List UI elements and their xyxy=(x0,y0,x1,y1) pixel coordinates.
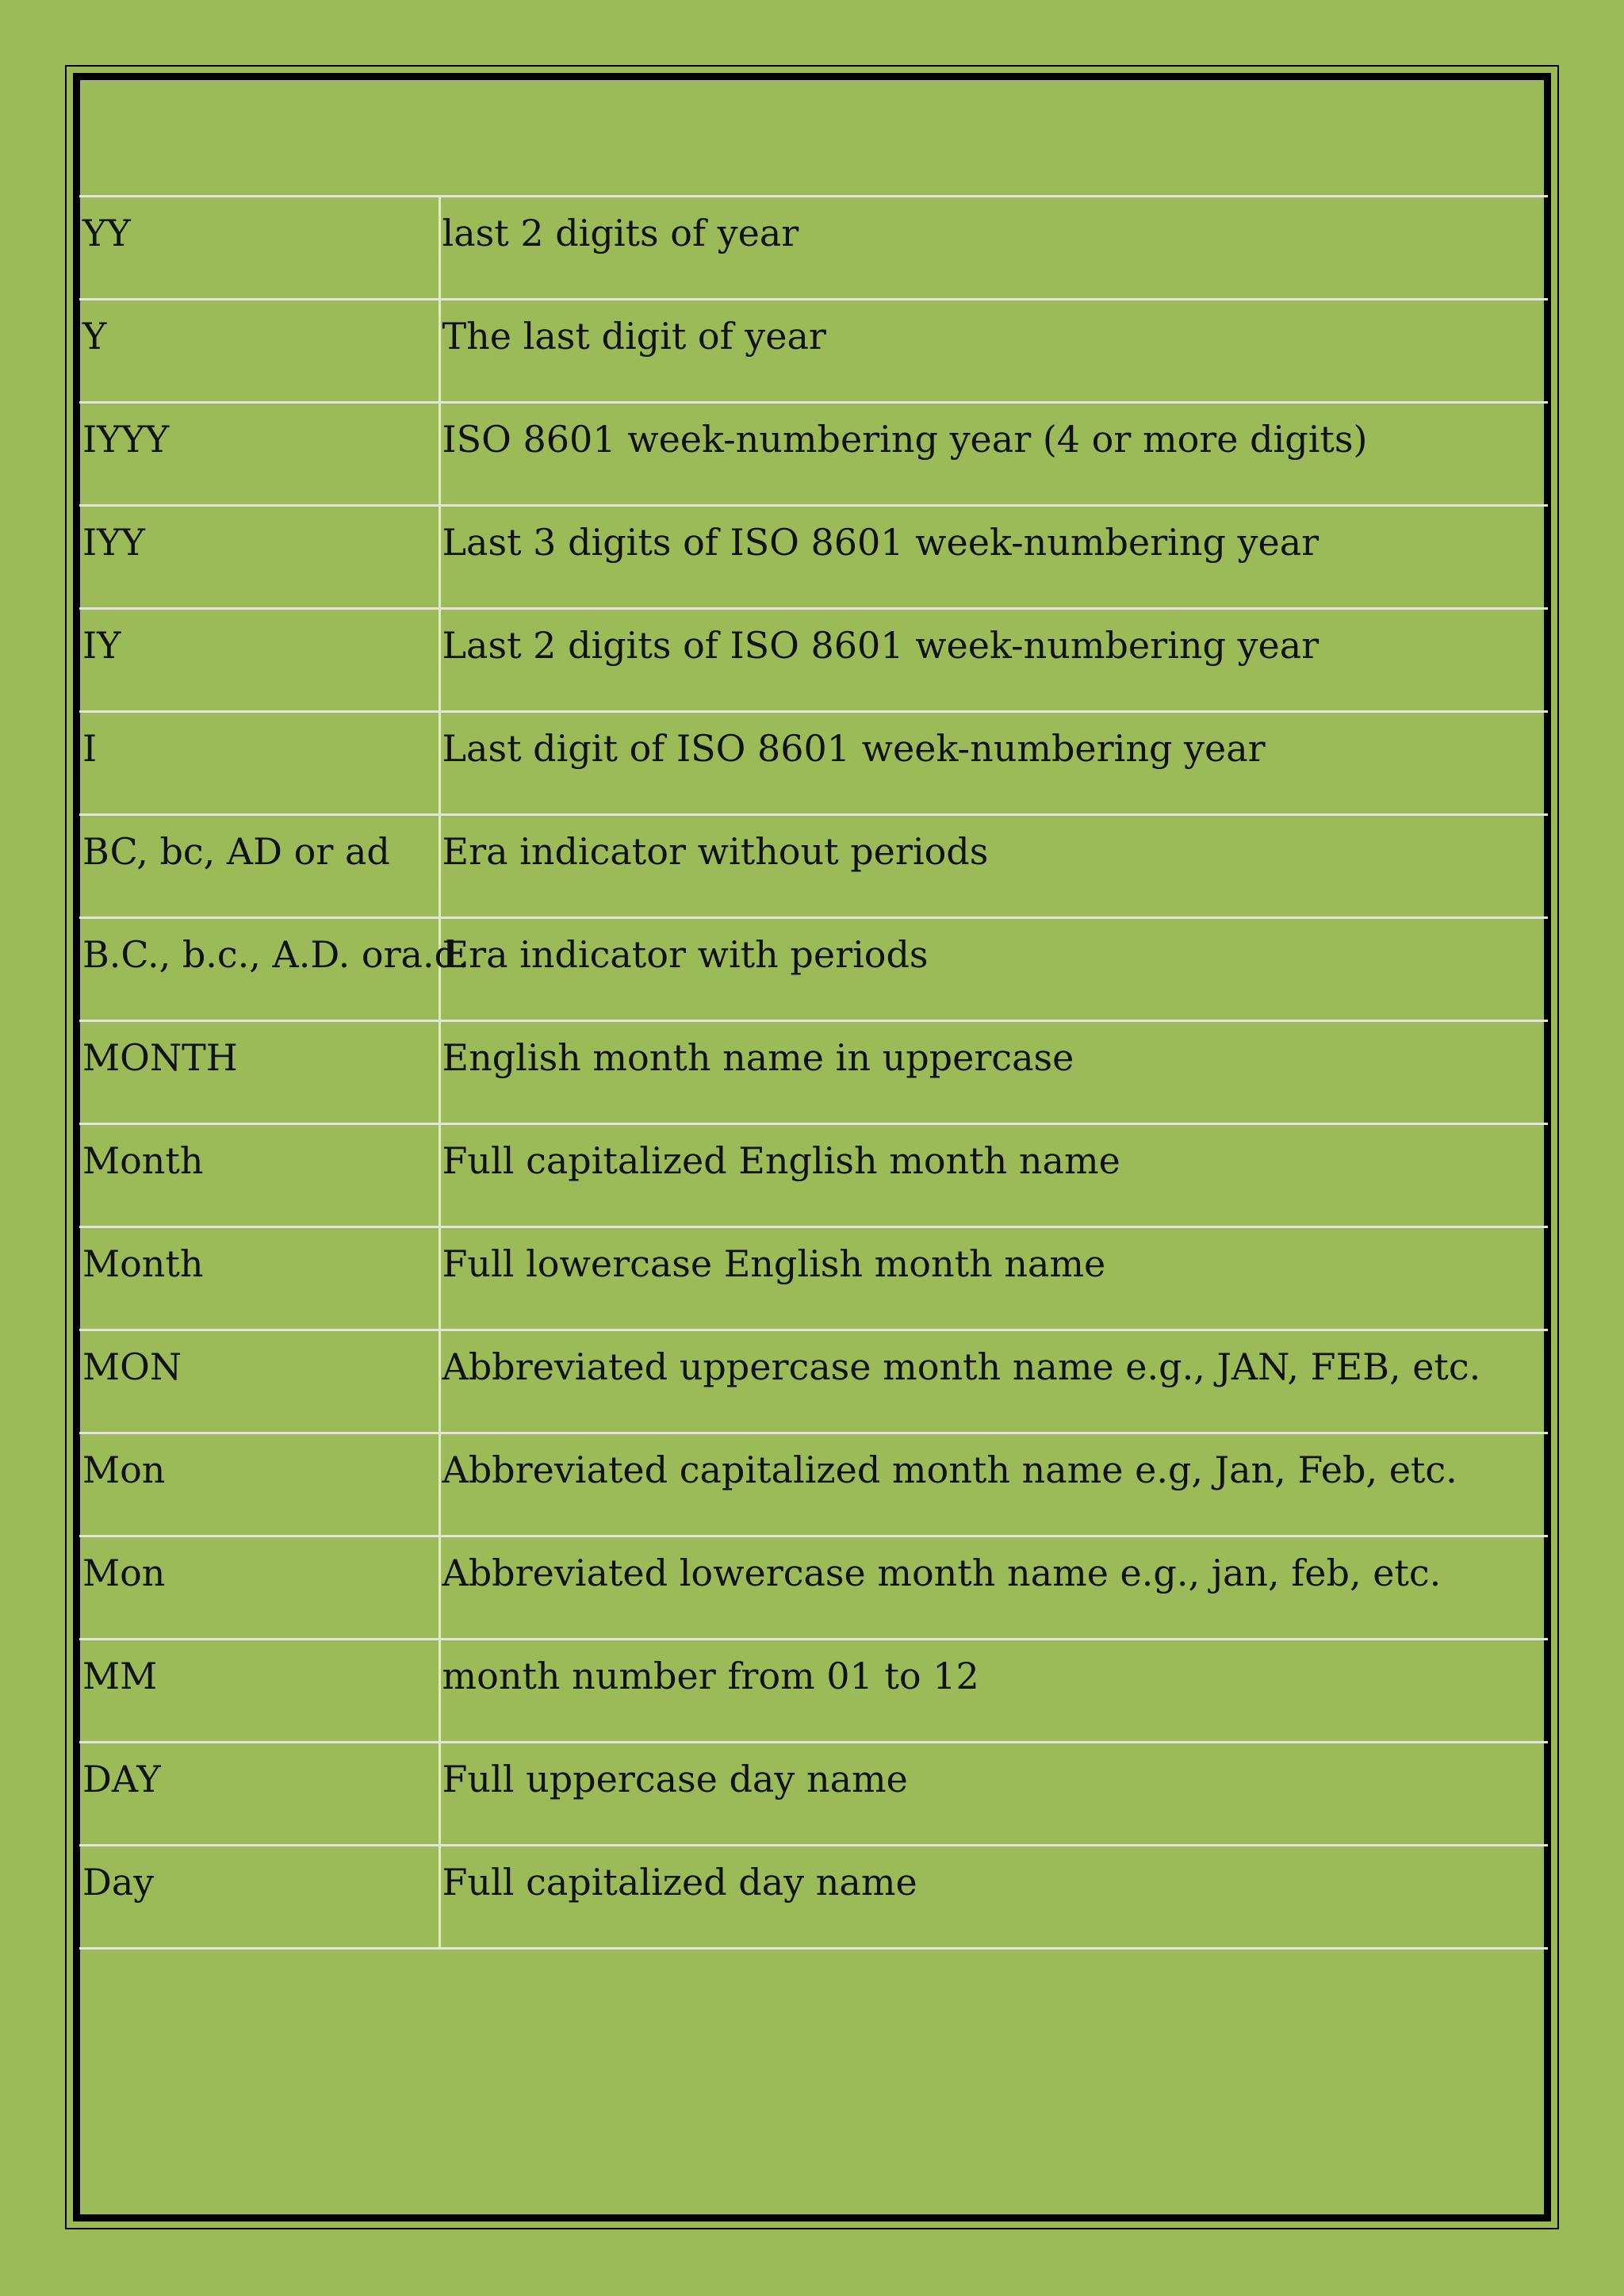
format-pattern-cell: Mon xyxy=(79,1536,439,1640)
table-row xyxy=(79,1640,1548,1743)
table-row xyxy=(79,1330,1548,1433)
format-description-cell: Abbreviated uppercase month name e.g., JAN, FEB, etc. xyxy=(439,1330,1548,1433)
format-description-cell: Full lowercase English month name xyxy=(439,1227,1548,1330)
table-row xyxy=(79,403,1548,506)
table-row xyxy=(79,1536,1548,1640)
format-description-cell: Full capitalized day name xyxy=(439,1846,1548,1949)
format-pattern-cell: DAY xyxy=(79,1743,439,1846)
format-pattern-cell: IYY xyxy=(79,506,439,609)
format-pattern-cell: B.C., b.c., A.D. ora.d. xyxy=(79,918,439,1021)
table-row xyxy=(79,1846,1548,1949)
table-row xyxy=(79,918,1548,1021)
table-row xyxy=(79,506,1548,609)
format-pattern-cell: Month xyxy=(79,1227,439,1330)
format-pattern-cell: Day xyxy=(79,1846,439,1949)
format-description-cell: Era indicator with periods xyxy=(439,918,1548,1021)
format-pattern-cell: IYYY xyxy=(79,403,439,506)
format-pattern-cell: YY xyxy=(79,197,439,300)
format-pattern-cell: I xyxy=(79,712,439,815)
format-pattern-cell: Y xyxy=(79,300,439,403)
table-row xyxy=(79,609,1548,712)
format-description-cell: Era indicator without periods xyxy=(439,815,1548,918)
format-pattern-cell: MON xyxy=(79,1330,439,1433)
format-description-cell: Full uppercase day name xyxy=(439,1743,1548,1846)
format-pattern-cell: BC, bc, AD or ad xyxy=(79,815,439,918)
table-row xyxy=(79,1021,1548,1124)
table-row xyxy=(79,1743,1548,1846)
table-row xyxy=(79,1433,1548,1536)
format-description-cell: Abbreviated lowercase month name e.g., jan, feb, etc. xyxy=(439,1536,1548,1640)
format-description-cell: Last digit of ISO 8601 week-numbering year xyxy=(439,712,1548,815)
format-description-cell: last 2 digits of year xyxy=(439,197,1548,300)
format-pattern-cell: IY xyxy=(79,609,439,712)
table-row xyxy=(79,815,1548,918)
format-description-cell: Last 2 digits of ISO 8601 week-numbering year xyxy=(439,609,1548,712)
table-row xyxy=(79,712,1548,815)
format-description-cell: Full capitalized English month name xyxy=(439,1124,1548,1227)
format-description-cell: English month name in uppercase xyxy=(439,1021,1548,1124)
format-pattern-cell: Month xyxy=(79,1124,439,1227)
format-description-cell: ISO 8601 week-numbering year (4 or more digits) xyxy=(439,403,1548,506)
table-row xyxy=(79,197,1548,300)
format-description-cell: month number from 01 to 12 xyxy=(439,1640,1548,1743)
format-pattern-cell: MM xyxy=(79,1640,439,1743)
format-description-cell: Last 3 digits of ISO 8601 week-numbering year xyxy=(439,506,1548,609)
format-table-body xyxy=(79,197,1548,1949)
date-format-table xyxy=(79,195,1548,1950)
format-pattern-cell: MONTH xyxy=(79,1021,439,1124)
format-description-cell: The last digit of year xyxy=(439,300,1548,403)
table-row xyxy=(79,1227,1548,1330)
table-row xyxy=(79,300,1548,403)
format-pattern-cell: Mon xyxy=(79,1433,439,1536)
table-row xyxy=(79,1124,1548,1227)
format-description-cell: Abbreviated capitalized month name e.g, Jan, Feb, etc. xyxy=(439,1433,1548,1536)
